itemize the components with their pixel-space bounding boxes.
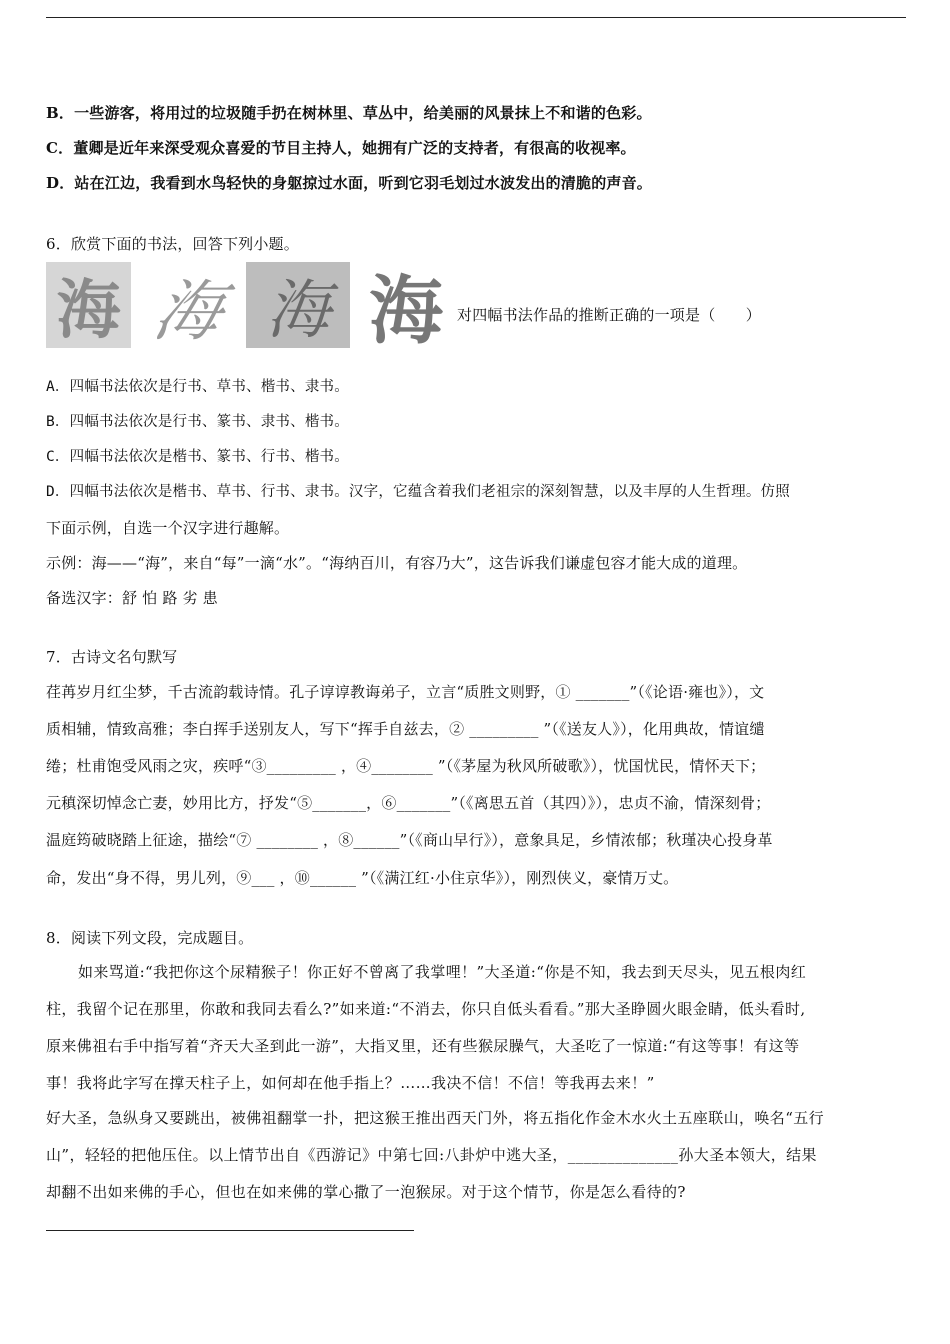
calligraphy-image-4: 海	[369, 268, 443, 354]
q6-candidates: 备选汉字：舒 怕 路 劣 患	[46, 589, 218, 607]
q6-example: 示例：海——“海”，来自“每”一滴“水”。“海纳百川，有容乃大”，这告诉我们谦虚包容才能大成的道理。	[46, 554, 748, 572]
calligraphy-image-2: 海	[147, 272, 230, 350]
q5-option-b: B．一些游客，将用过的垃圾随手扔在树林里、草丛中，给美丽的风景抹上不和谐的色彩。	[46, 104, 652, 122]
q8-passage-line: 原来佛祖右手中指写着“齐天大圣到此一游”，大指叉里，还有些猴尿臊气，大圣吃了一惊道:“有这等事！有这等	[46, 1037, 800, 1055]
q7-line: 温庭筠破晓踏上征途，描绘“⑦ ________ ，⑧______”（《商山早行》），意象具足，乡情浓郁；秋瑾决心投身革	[46, 831, 773, 849]
q8-passage-line: 却翻不出如来佛的手心，但也在如来佛的掌心撒了一泡猴尿。对于这个情节，你是怎么看待的?	[46, 1183, 686, 1201]
calligraphy-image-3: 海	[246, 262, 350, 348]
q7-line: 荏苒岁月红尘梦，千古流韵载诗情。孔子谆谆教诲弟子，立言“质胜文则野，① _______”（《论语·雍也》），文	[46, 683, 765, 701]
q8-passage-line: 事！我将此字写在撑天柱子上，如何却在他手指上？……我决不信！不信！等我再去来！”	[46, 1074, 655, 1092]
q6-option-b: B．四幅书法依次是行书、篆书、隶书、楷书。	[46, 414, 349, 430]
q6-option-c: C．四幅书法依次是楷书、篆书、行书、楷书。	[46, 449, 349, 465]
top-rule	[46, 17, 906, 18]
q8-passage-line: 好大圣，急纵身又要跳出，被佛祖翻掌一扑，把这猴王推出西天门外，将五指化作金木水火土五座联山，唤名“五行	[46, 1109, 825, 1127]
q7-line: 命，发出“身不得，男儿列，⑨___ ，⑩______ ”（《满江红·小住京华》），刚烈侠义，豪情万丈。	[46, 869, 679, 887]
q7-line: 质相辅，情致高雅；李白挥手送别友人，写下“挥手自兹去，② _________ ”（《送友人》），化用典故，情谊缱	[46, 720, 765, 738]
answer-line[interactable]	[46, 1230, 414, 1231]
q5-option-d: D．站在江边，我看到水鸟轻快的身躯掠过水面，听到它羽毛划过水波发出的清脆的声音。	[46, 174, 653, 192]
q8-title: 8．阅读下列文段，完成题目。	[46, 929, 254, 947]
q7-line: 绻；杜甫饱受风雨之灾，疾呼“③_________ ，④________ ”（《茅屋为秋风所破歌》），忧国忧民，情怀天下；	[46, 757, 766, 775]
q6-title: 6．欣赏下面的书法，回答下列小题。	[46, 235, 299, 253]
q6-option-d: D．四幅书法依次是楷书、草书、行书、隶书。汉字，它蕴含着我们老祖宗的深刻智慧，以及丰厚的人生哲理。仿照	[46, 484, 790, 500]
calligraphy-image-1: 海	[46, 262, 131, 348]
q7-title: 7．古诗文名句默写	[46, 648, 178, 666]
q8-passage-line: 如来骂道:“我把你这个尿精猴子！你正好不曾离了我掌哩！”大圣道:“你是不知，我去到天尽头，见五根肉红	[78, 963, 807, 981]
q6-option-a: A．四幅书法依次是行书、草书、楷书、隶书。	[46, 379, 349, 395]
q6-question: 对四幅书法作品的推断正确的一项是（ ）	[457, 306, 762, 324]
q8-passage-line: 柱，我留个记在那里，你敢和我同去看么?”如来道:“不消去，你只自低头看看。”那大圣睁圆火眼金睛，低头看时,	[46, 1000, 806, 1018]
q8-passage-line: 山”，轻轻的把他压住。以上情节出自《西游记》中第七回:八卦炉中逃大圣，______________孙大圣本领大，结果	[46, 1146, 817, 1164]
q5-option-c: C．董卿是近年来深受观众喜爱的节目主持人，她拥有广泛的支持者，有很高的收视率。	[46, 139, 636, 157]
q6-instruction: 下面示例，自选一个汉字进行趣解。	[46, 519, 290, 537]
q7-line: 元稹深切悼念亡妻，妙用比方，抒发“⑤_______，⑥_______”（《离思五首（其四）》），忠贞不渝，情深刻骨；	[46, 794, 771, 812]
